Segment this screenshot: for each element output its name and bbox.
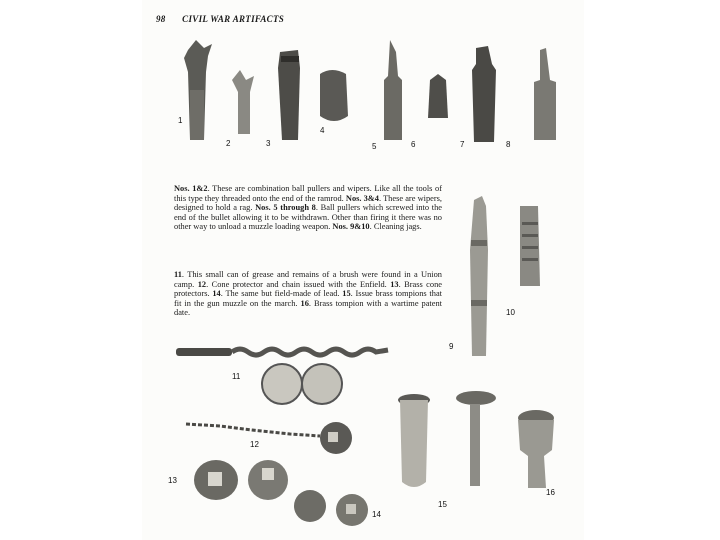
page-number: 98 bbox=[156, 14, 166, 24]
caption1-ref-9-10: Nos. 9&10 bbox=[332, 222, 370, 232]
caption1-text-3: . Ball pullers which screwed into the end of the bullet allowing it to be withdrawn. Other than firing it there was no other way to unload a muzzle loading weapon. bbox=[174, 203, 442, 232]
artifact-13 bbox=[194, 460, 288, 500]
running-title: CIVIL WAR ARTIFACTS bbox=[182, 14, 285, 24]
caption2-text-1: . This small can of grease and remains of a brush were found in a Union camp. bbox=[174, 270, 442, 289]
figure-label-12: 12 bbox=[250, 440, 259, 449]
figure-label-13: 13 bbox=[168, 476, 177, 485]
caption1-text-2: . These are wipers, designed to hold a rag. bbox=[174, 193, 442, 213]
figure-label-1: 1 bbox=[178, 116, 183, 125]
artifact-8 bbox=[534, 48, 556, 140]
caption2-ref-11: 11 bbox=[174, 270, 182, 279]
figure-label-2: 2 bbox=[226, 139, 231, 148]
figure-label-8: 8 bbox=[506, 140, 511, 149]
artifact-3 bbox=[278, 50, 300, 140]
figure-label-3: 3 bbox=[266, 139, 271, 148]
figure-label-16: 16 bbox=[546, 488, 555, 497]
artifact-14 bbox=[294, 490, 368, 526]
figure-label-4: 4 bbox=[320, 126, 325, 135]
artifact-4 bbox=[320, 70, 348, 121]
artifact-5 bbox=[384, 40, 402, 140]
caption1-text-4: . Cleaning jags. bbox=[369, 222, 422, 232]
caption2-ref-13: 13 bbox=[390, 279, 399, 289]
artifact-10 bbox=[520, 206, 540, 286]
caption2-ref-12: 12 bbox=[197, 279, 207, 289]
caption2-text-2: . Cone protector and chain issued with the Enfield. bbox=[206, 279, 391, 289]
figure-label-5: 5 bbox=[372, 142, 377, 151]
artifact-7 bbox=[472, 46, 496, 142]
figure-label-9: 9 bbox=[449, 342, 454, 351]
artifact-2 bbox=[232, 70, 254, 134]
caption1-ref-3-4: Nos. 3&4 bbox=[345, 193, 379, 203]
caption2-ref-15: 15 bbox=[342, 289, 351, 299]
figure-label-15: 15 bbox=[438, 500, 447, 509]
caption2-ref-14: 14 bbox=[212, 289, 221, 299]
caption1-text-1: . These are combination ball pullers and wipers. Like all the tools of this type they threaded onto the end of the ramrod. bbox=[174, 184, 442, 203]
artifact-1 bbox=[184, 40, 212, 140]
figure-label-11: 11 bbox=[232, 372, 241, 381]
artifact-6 bbox=[428, 74, 448, 118]
artifact-12 bbox=[186, 422, 352, 454]
caption2-ref-16: 16 bbox=[300, 298, 309, 308]
caption-accessories bbox=[174, 270, 442, 318]
figure-label-7: 7 bbox=[460, 140, 465, 149]
caption2-text-6: . Brass tompion with a wartime patent date. bbox=[174, 298, 442, 318]
caption1-ref-1-2: Nos. 1&2 bbox=[174, 184, 208, 193]
caption1-ref-5-8: Nos. 5 through 8 bbox=[255, 203, 316, 213]
artifact-9 bbox=[470, 196, 488, 356]
caption-ball-pullers-wipers bbox=[174, 184, 442, 232]
artifact-11 bbox=[176, 348, 388, 404]
artifact-16 bbox=[518, 410, 554, 488]
caption2-text-4: . The same but field-made of lead. bbox=[220, 289, 343, 299]
artifact-15 bbox=[398, 391, 496, 487]
caption2-text-3: . Brass cone protectors. bbox=[174, 279, 442, 299]
figure-label-6: 6 bbox=[411, 140, 416, 149]
figure-label-10: 10 bbox=[506, 308, 515, 317]
figure-label-14: 14 bbox=[372, 510, 381, 519]
caption2-text-5: . Issue brass tompions that fit in the gun muzzle on the march. bbox=[174, 289, 442, 308]
